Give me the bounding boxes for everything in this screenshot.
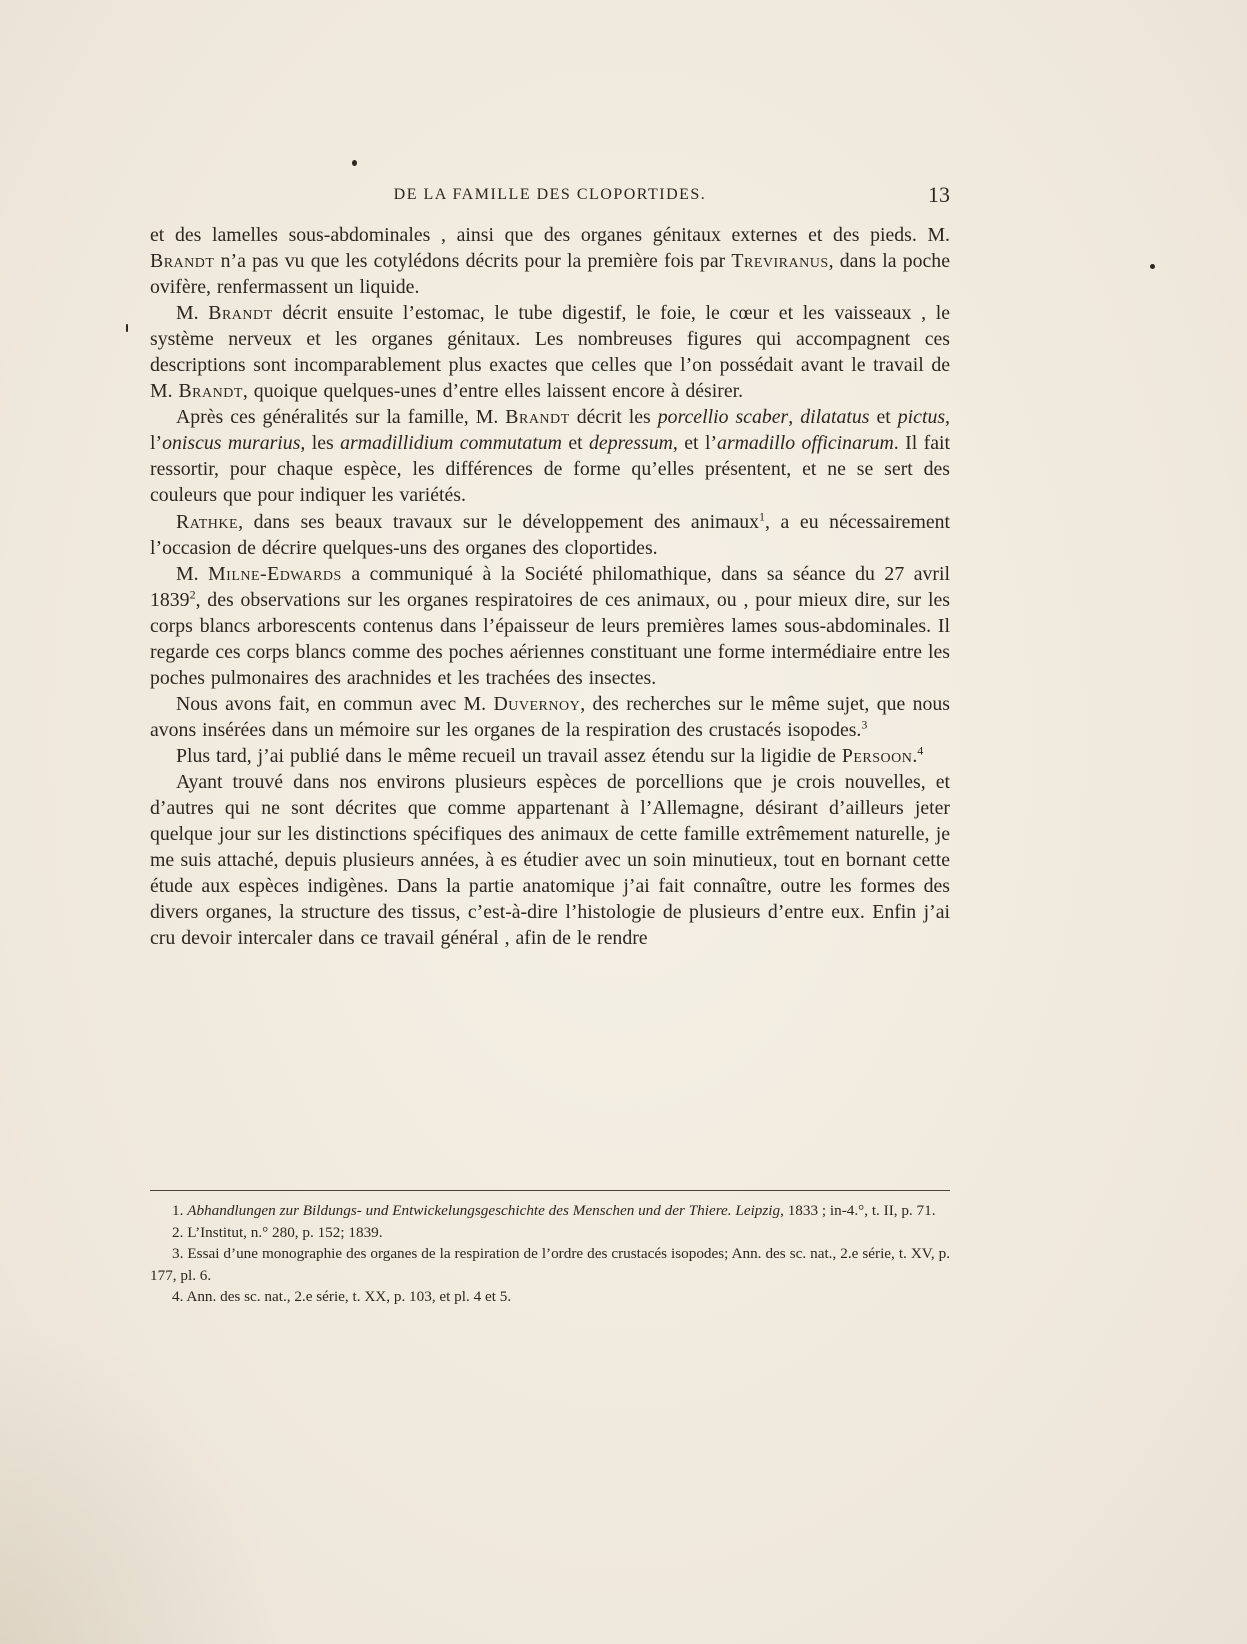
paragraph bbox=[150, 743, 950, 769]
page-number: 13 bbox=[928, 182, 950, 207]
footnotes bbox=[150, 1200, 950, 1308]
text-run: n’a pas vu que les cotylédons décrits pour la première fois par bbox=[214, 250, 732, 273]
footnote bbox=[150, 1200, 950, 1222]
ink-speck bbox=[352, 160, 357, 166]
text-run: , des observations sur les organes respiratoires de ces animaux, ou , pour mieux dire, sur les corps blancs arborescents contenus dans l’épaisseur de leurs premières lames sous-abdominales. Il regarde ces corps blancs comme des poches aériennes constituant une forme intermédiaire entre les poches pulmonaires des arachnides et les trachées des insectes. bbox=[150, 588, 950, 689]
footnote-rule bbox=[150, 1190, 950, 1191]
text-run: et bbox=[869, 406, 898, 429]
italic-text: porcellio scaber bbox=[657, 406, 789, 429]
text-run: décrit les bbox=[569, 406, 658, 429]
author-name: Brandt bbox=[150, 250, 215, 273]
text-run: décrit ensuite l’estomac, le tube digestif, le foie, le cœur et les vaisseaux , le système nerveux et les organes génitaux. Les nombreuses figures qui accompagnent ces descriptions sont incomparablement plus exactes que celles que l’on possédait avant le travail de M. bbox=[150, 302, 951, 403]
author-name: Duvernoy bbox=[493, 692, 581, 715]
footnote bbox=[150, 1286, 950, 1308]
footnote bbox=[150, 1222, 950, 1244]
italic-text: depressum bbox=[589, 432, 673, 455]
text-run: a communiqué à la Société philomathique, dans sa séance du 27 avril 1839 bbox=[150, 562, 950, 611]
text-run: 3. Essai d’une monographie des organes de la respiration de l’ordre des crustacés isopodes; Ann. des sc. nat., 2.e série, t. XV, p. 177, pl. 6. bbox=[150, 1245, 950, 1284]
text-run: . bbox=[912, 744, 918, 767]
page-stain bbox=[0, 1320, 280, 1644]
paragraph bbox=[150, 509, 950, 561]
text-run: M. bbox=[176, 302, 209, 325]
paragraph bbox=[150, 691, 950, 743]
text-run: 4. Ann. des sc. nat., 2.e série, t. XX, p. 103, et pl. 4 et 5. bbox=[172, 1288, 512, 1305]
italic-text: armadillidium commutatum bbox=[340, 432, 562, 455]
italic-text: Abhandlungen zur Bildungs- und Entwickelungsgeschichte des Menschen und der Thiere. Leipzig bbox=[187, 1202, 781, 1219]
text-run: et bbox=[561, 432, 590, 455]
author-name: Rathke bbox=[176, 510, 239, 533]
ink-speck bbox=[126, 324, 128, 332]
running-head bbox=[150, 182, 950, 210]
ink-speck bbox=[1150, 264, 1155, 269]
text-run: , dans la poche ovifère, renfermassent un liquide. bbox=[150, 250, 950, 299]
text-run: Plus tard, j’ai publié dans le même recueil un travail assez étendu sur la ligidie de bbox=[176, 744, 842, 767]
text-run: , et l’ bbox=[672, 432, 718, 455]
paragraph bbox=[150, 222, 950, 300]
text-run: , des recherches sur le même sujet, que nous avons insérées dans un mémoire sur les organes de la respiration des crustacés isopodes. bbox=[150, 692, 951, 741]
body-text bbox=[150, 222, 950, 951]
italic-text: dilatatus bbox=[800, 406, 870, 429]
text-run: . Il fait ressortir, pour chaque espèce, les différences de forme qu’elles présentent, et ne se sert des couleurs que pour indiquer les variétés. bbox=[150, 432, 950, 507]
author-name: Milne-Edwards bbox=[208, 562, 342, 585]
text-run: , les bbox=[300, 432, 341, 455]
footnote-ref: 2 bbox=[189, 587, 196, 602]
text-run: 2. L’Institut, n.° 280, p. 152; 1839. bbox=[172, 1223, 383, 1241]
author-name: Brandt bbox=[505, 406, 570, 429]
text-run: , dans ses beaux travaux sur le développement des animaux bbox=[238, 510, 760, 533]
text-run: Après ces généralités sur la famille, M. bbox=[176, 406, 506, 429]
text-run: M. bbox=[176, 562, 209, 585]
footnote bbox=[150, 1243, 950, 1286]
italic-text: armadillo officinarum bbox=[717, 432, 894, 455]
author-name: Brandt bbox=[178, 380, 243, 403]
italic-text: oniscus murarius bbox=[162, 432, 301, 455]
text-run: Nous avons fait, en commun avec M. bbox=[176, 692, 494, 715]
paragraph bbox=[150, 404, 950, 508]
text-run: 1. bbox=[172, 1202, 188, 1219]
author-name: Persoon bbox=[841, 744, 913, 767]
text-run: , a eu nécessairement l’occasion de décrire quelques-uns des organes des cloportides. bbox=[150, 510, 950, 559]
text-run: , quoique quelques-unes d’entre elles laissent encore à désirer. bbox=[242, 380, 744, 403]
footnote-ref: 3 bbox=[861, 717, 868, 732]
text-run: , l’ bbox=[150, 406, 950, 455]
paragraph bbox=[150, 300, 950, 404]
paragraph bbox=[150, 769, 950, 951]
footnote-ref: 4 bbox=[917, 743, 924, 758]
running-title: DE LA FAMILLE DES CLOPORTIDES. bbox=[393, 186, 707, 203]
author-name: Brandt bbox=[208, 302, 273, 325]
text-run: , 1833 ; in-4.°, t. II, p. 71. bbox=[780, 1202, 936, 1219]
text-run: et des lamelles sous-abdominales , ainsi que des organes génitaux externes et des pieds. M. bbox=[150, 224, 950, 246]
footnote-ref: 1 bbox=[759, 508, 766, 523]
author-name: Treviranus bbox=[731, 250, 829, 273]
text-run: Ayant trouvé dans nos environs plusieurs espèces de porcellions que je crois nouvelles, et d’autres qui ne sont décrites que comme appartenant à l’Allemagne, désirant d’ailleurs jeter quelque jour sur les distinctions spécifiques des animaux de cette famille extrêmement naturelle, je me suis attaché, depuis plusieurs années, à es étudier avec un soin minutieux, tout en bornant cette étude aux espèces indigènes. Dans la partie anatomique j’ai fait connaître, outre les formes des divers organes, la structure des tissus, c’est-à-dire l’histologie de plusieurs d’entre eux. Enfin j’ai cru devoir intercaler dans ce travail général , afin de le rendre bbox=[150, 770, 950, 950]
italic-text: pictus bbox=[897, 406, 946, 429]
paragraph bbox=[150, 561, 950, 691]
text-run: , bbox=[788, 406, 801, 429]
